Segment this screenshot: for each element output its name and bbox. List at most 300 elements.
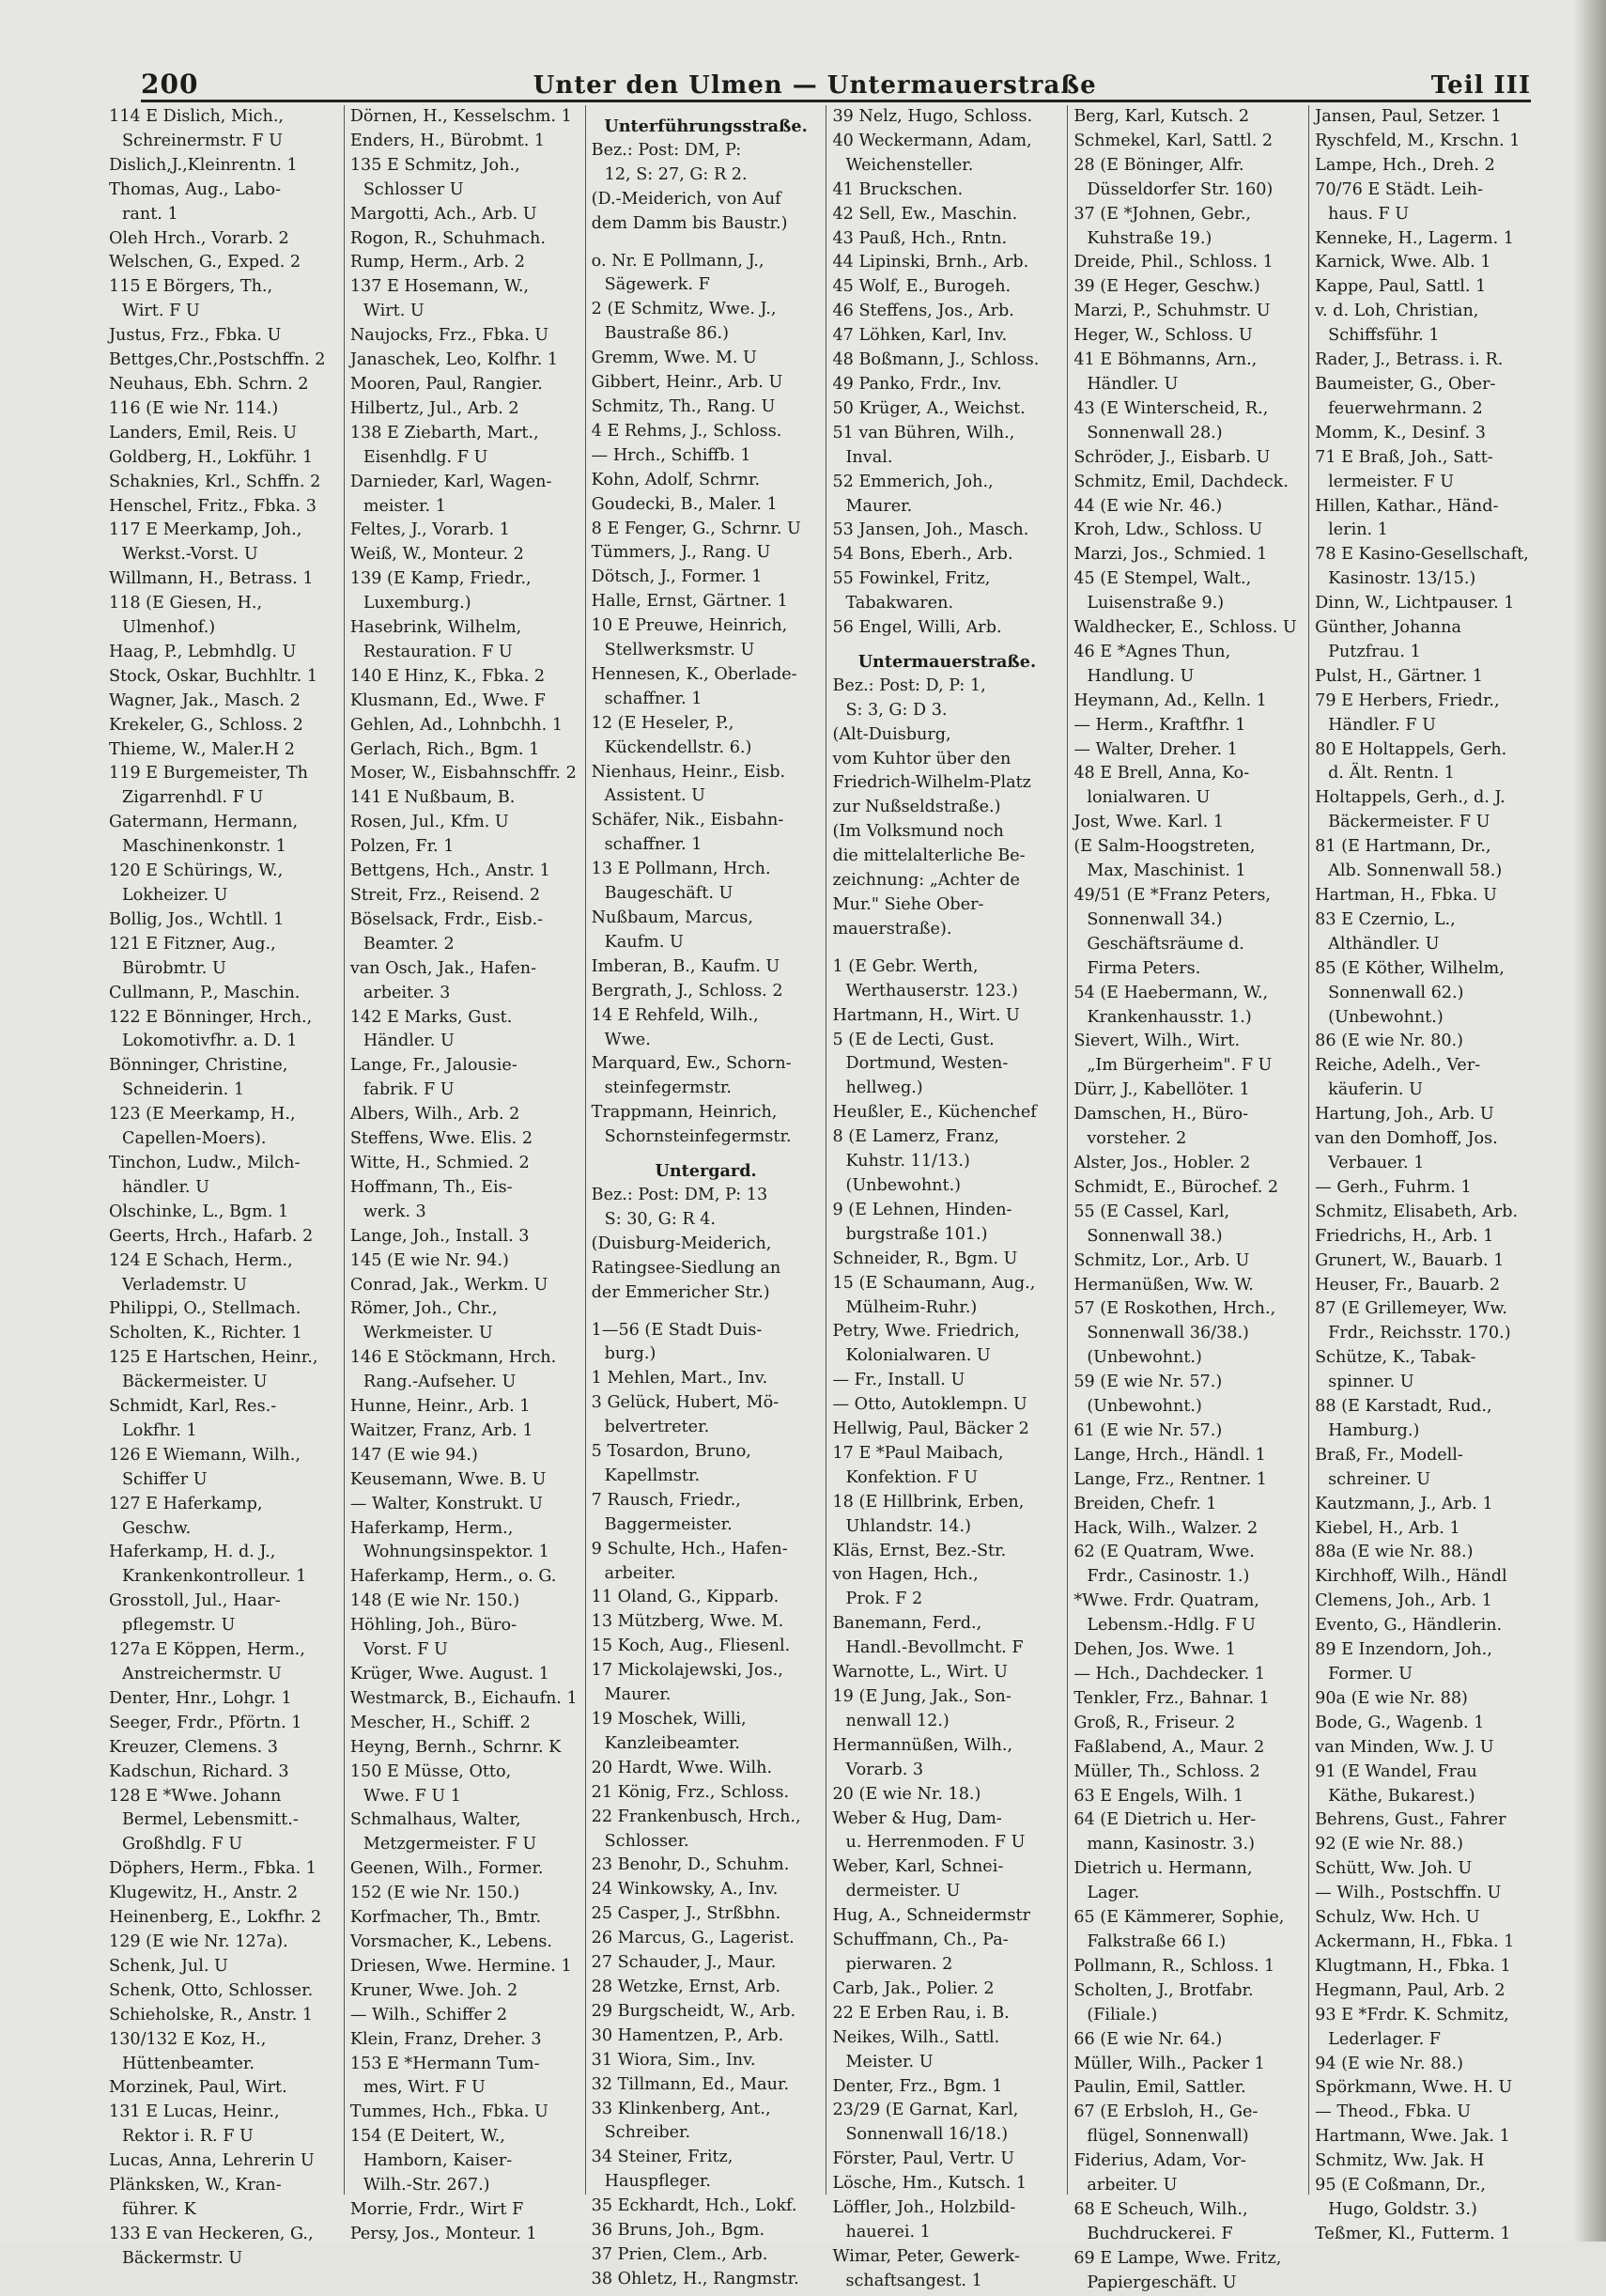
directory-entry: 119 E Burgemeister, Th	[109, 764, 308, 783]
directory-entry: Lange, Frz., Rentner. 1	[1073, 1469, 1267, 1489]
directory-entry: 65 (E Kämmerer, Sophie,	[1073, 1908, 1285, 1928]
directory-entry: 95 (E Coßmann, Dr.,	[1315, 2176, 1487, 2195]
directory-entry: 14 E Rehfeld, Wilh.,	[591, 1005, 759, 1025]
directory-entry: Tummes, Hch., Fbka. U	[349, 2102, 548, 2122]
street-heading: Untermauerstraße.	[857, 651, 1037, 672]
directory-entry: Friedrichs, H., Arb. 1	[1315, 1226, 1494, 1246]
directory-entry: Lange, Fr., Jalousie-	[349, 1056, 517, 1076]
directory-entry: schreiner. U	[1328, 1469, 1431, 1489]
directory-entry: 22 E Erben Rau, i. B.	[832, 2003, 1010, 2023]
directory-entry: lonialwaren. U	[1087, 788, 1211, 808]
directory-entry: Handl.-Bevollmcht. F	[845, 1638, 1024, 1658]
directory-entry: o. Nr. E Pollmann, J.,	[591, 251, 764, 271]
directory-entry: Kläs, Ernst, Bez.-Str.	[832, 1541, 1007, 1560]
directory-entry: Trappmann, Heinrich,	[591, 1103, 778, 1123]
directory-entry: Böselsack, Frdr., Eisb.-	[349, 909, 544, 929]
directory-entry: Weiß, W., Monteur. 2	[349, 545, 524, 565]
directory-entry: Schmidt, Karl, Res.-	[109, 1397, 277, 1417]
directory-entry: Schröder, J., Eisbarb. U	[1073, 447, 1271, 467]
directory-entry: 153 E *Hermann Tum-	[349, 2054, 540, 2073]
directory-entry: u. Herrenmoden. F U	[845, 1833, 1026, 1853]
directory-entry: (Unbewohnt.)	[1087, 1348, 1202, 1368]
directory-entry: Förster, Paul, Vertr. U	[832, 2149, 1015, 2169]
directory-entry: Fiderius, Adam, Vor-	[1073, 2151, 1246, 2171]
directory-entry: 1 Mehlen, Mart., Inv.	[591, 1369, 768, 1388]
directory-entry: 43 (E Winterscheid, R.,	[1073, 398, 1269, 418]
directory-column	[1068, 105, 1309, 2292]
directory-entry: Schenk, Jul. U	[109, 1956, 228, 1976]
directory-entry: Hellwig, Paul, Bäcker 2	[832, 1419, 1029, 1439]
directory-entry: Philippi, O., Stellmach.	[109, 1299, 301, 1319]
directory-entry: Heger, W., Schloss. U	[1073, 326, 1253, 346]
street-heading: Untergard.	[655, 1161, 757, 1182]
directory-entry: Goldberg, H., Lokführ. 1	[109, 447, 314, 467]
directory-entry: Kaufm. U	[604, 932, 684, 952]
directory-entry: 90a (E wie Nr. 88)	[1315, 1688, 1468, 1708]
directory-entry: 25 Casper, J., Strßbhn.	[591, 1904, 781, 1924]
directory-entry: 15 Koch, Aug., Fliesenl.	[591, 1637, 791, 1656]
directory-entry: 147 (E wie 94.)	[349, 1445, 478, 1465]
directory-entry: 126 E Wiemann, Wilh.,	[109, 1445, 301, 1465]
directory-entry: Rump, Herm., Arb. 2	[349, 253, 525, 272]
directory-entry: Schlosser U	[363, 179, 464, 199]
directory-entry: Geschäftsräume d.	[1087, 934, 1244, 954]
directory-entry: 42 Sell, Ew., Maschin.	[832, 204, 1018, 224]
directory-entry: Assistent. U	[604, 786, 705, 806]
directory-entry: Dötsch, J., Former. 1	[591, 567, 763, 587]
directory-entry: Werthauserstr. 123.)	[845, 981, 1018, 1001]
directory-entry: Wwe.	[604, 1030, 651, 1049]
directory-entry: Krekeler, G., Schloss. 2	[109, 715, 303, 735]
page-number: 200	[141, 69, 199, 100]
directory-entry: Welschen, G., Exped. 2	[109, 253, 301, 272]
directory-entry: 33 Klinkenberg, Ant.,	[591, 2099, 771, 2118]
directory-entry: Pollmann, R., Schloss. 1	[1073, 1956, 1275, 1976]
directory-entry: Lampe, Hch., Dreh. 2	[1315, 155, 1495, 175]
directory-entry: rant. 1	[122, 204, 178, 224]
directory-entry: Verbauer. 1	[1328, 1153, 1425, 1172]
directory-column	[345, 105, 586, 2243]
directory-column	[1309, 105, 1550, 2243]
directory-entry: Heymann, Ad., Kelln. 1	[1073, 690, 1267, 710]
directory-entry: Frdr., Reichsstr. 170.)	[1328, 1324, 1511, 1343]
directory-entry: Lokfhr. 1	[122, 1420, 197, 1440]
directory-entry: Kappe, Paul, Sattl. 1	[1315, 277, 1487, 297]
directory-entry: 44 (E wie Nr. 46.)	[1073, 496, 1223, 516]
directory-entry: Putzfrau. 1	[1328, 642, 1421, 661]
directory-entry: 46 E *Agnes Thun,	[1073, 642, 1231, 661]
directory-entry: Bez.: Post: D, P: 1,	[832, 675, 986, 695]
directory-entry: Bollig, Jos., Wchtll. 1	[109, 909, 285, 929]
directory-entry: Bäckermeister. U	[122, 1373, 268, 1392]
directory-entry: 23/29 (E Garnat, Karl,	[832, 2101, 1019, 2120]
directory-entry: 27 Schauder, J., Maur.	[591, 1953, 777, 1973]
directory-entry: Margotti, Ach., Arb. U	[349, 204, 537, 224]
directory-entry: Albers, Wilh., Arb. 2	[349, 1105, 520, 1125]
directory-entry: Bermel, Lebensmitt.-	[122, 1810, 299, 1830]
directory-entry: Buchdruckerei. F	[1087, 2224, 1233, 2243]
directory-entry: Krüger, Wwe. August. 1	[349, 1665, 549, 1683]
directory-entry: 78 E Kasino-Gesellschaft,	[1315, 545, 1529, 565]
directory-entry: Imberan, B., Kaufm. U	[591, 956, 780, 976]
directory-column	[103, 105, 345, 2268]
directory-entry: arbeiter. 3	[363, 983, 451, 1002]
directory-entry: Firma Peters.	[1087, 958, 1201, 978]
directory-entry: Kirchhoff, Wilh., Händl	[1315, 1567, 1507, 1587]
directory-entry: (Unbewohnt.)	[845, 1175, 962, 1195]
directory-entry: Baugeschäft. U	[604, 884, 734, 904]
directory-entry: Händler. U	[1087, 374, 1179, 394]
directory-entry: Berg, Karl, Kutsch. 2	[1073, 107, 1250, 126]
directory-entry: — Gerh., Fuhrm. 1	[1315, 1177, 1472, 1197]
directory-entry: 148 (E wie Nr. 150.)	[349, 1591, 520, 1611]
directory-entry: — Theod., Fbka. U	[1315, 2102, 1472, 2122]
directory-entry: 30 Hamentzen, P., Arb.	[591, 2025, 784, 2045]
directory-entry: Falkstraße 66 I.)	[1087, 1931, 1227, 1951]
directory-entry: Heyng, Bernh., Schrnr. K	[349, 1737, 562, 1757]
directory-entry: Sonnenwall 36/38.)	[1087, 1324, 1249, 1343]
directory-entry: — Fr., Install. U	[832, 1371, 965, 1390]
directory-entry: Jansen, Paul, Setzer. 1	[1315, 107, 1502, 126]
directory-entry: 26 Marcus, G., Lagerist.	[591, 1929, 795, 1948]
directory-entry: 68 E Scheuch, Wilh.,	[1073, 2199, 1248, 2219]
directory-entry: Kohn, Adolf, Schrnr.	[591, 470, 761, 489]
directory-entry: 93 E *Frdr. K. Schmitz,	[1315, 2005, 1509, 2025]
directory-entry: steinfegermstr.	[604, 1078, 732, 1098]
directory-entry: Handlung. U	[1087, 666, 1195, 686]
directory-columns	[103, 105, 1550, 2292]
directory-entry: Döphers, Herm., Fbka. 1	[109, 1859, 317, 1879]
directory-entry: 35 Eckhardt, Hch., Lokf.	[591, 2196, 797, 2216]
directory-entry: Günther, Johanna	[1315, 618, 1461, 638]
directory-entry: Darnieder, Karl, Wagen-	[349, 472, 552, 491]
directory-entry: Händler. F U	[1328, 715, 1436, 735]
directory-entry: Jost, Wwe. Karl. 1	[1073, 813, 1225, 832]
directory-entry: Luxemburg.)	[363, 594, 471, 613]
directory-entry: Althändler. U	[1328, 934, 1440, 954]
directory-entry: Beamter. 2	[363, 934, 455, 954]
directory-entry: Mülheim-Ruhr.)	[845, 1297, 978, 1317]
directory-entry: Reiche, Adelh., Ver-	[1315, 1056, 1481, 1076]
directory-entry: Banemann, Ferd.,	[832, 1614, 982, 1634]
directory-entry: Grosstoll, Jul., Haar-	[109, 1591, 281, 1611]
directory-entry: Haferkamp, H. d. J.,	[109, 1543, 276, 1562]
page-edge-shadow	[1574, 0, 1606, 2242]
directory-entry: 88 (E Karstadt, Rud.,	[1315, 1397, 1492, 1417]
directory-entry: 34 Steiner, Fritz,	[591, 2148, 734, 2167]
directory-entry: 37 (E *Johnen, Gebr.,	[1073, 204, 1252, 224]
directory-entry: hellweg.)	[845, 1078, 923, 1098]
directory-entry: feuerwehrmann. 2	[1328, 398, 1483, 418]
directory-entry: Schneiderin. 1	[122, 1080, 245, 1100]
directory-entry: 8 (E Lamerz, Franz,	[832, 1127, 1000, 1147]
directory-entry: Baumeister, G., Ober-	[1315, 374, 1496, 394]
directory-entry: Schütze, K., Tabak-	[1315, 1348, 1476, 1368]
directory-entry: Momm, K., Desinf. 3	[1315, 423, 1486, 442]
directory-entry: Mur." Siehe Ober-	[832, 895, 984, 914]
directory-entry: (Unbewohnt.)	[1328, 1007, 1444, 1027]
directory-entry: Rogon, R., Schuhmach.	[349, 228, 546, 248]
directory-entry: meister. 1	[363, 496, 446, 516]
directory-entry: lermeister. F U	[1328, 472, 1455, 491]
directory-entry: zur Nußseldstraße.)	[832, 798, 1001, 817]
directory-entry: 50 Krüger, A., Weichst.	[832, 398, 1026, 418]
directory-entry: Lokheizer. U	[122, 886, 228, 905]
directory-entry: 59 (E wie Nr. 57.)	[1073, 1373, 1223, 1392]
directory-entry: 17 E *Paul Maibach,	[832, 1443, 1004, 1463]
directory-entry: Rektor i. R. F U	[122, 2127, 254, 2147]
directory-entry: 8 E Fenger, G., Schrnr. U	[591, 519, 801, 538]
directory-entry: 29 Burgscheidt, W., Arb.	[591, 2001, 796, 2021]
directory-entry: burgstraße 101.)	[845, 1224, 988, 1244]
directory-entry: 55 (E Cassel, Karl,	[1073, 1202, 1230, 1221]
directory-entry: Weichensteller.	[845, 155, 974, 175]
directory-entry: 67 (E Erbsloh, H., Ge-	[1073, 2102, 1259, 2122]
directory-entry: Witte, H., Schmied. 2	[349, 1153, 530, 1172]
directory-entry: Vorst. F U	[363, 1640, 448, 1660]
directory-entry: Prok. F 2	[845, 1590, 923, 1609]
directory-entry: zeichnung: „Achter de	[832, 871, 1020, 891]
directory-entry: Kenneke, H., Lagerm. 1	[1315, 228, 1514, 248]
directory-entry: händler. U	[122, 1177, 209, 1197]
directory-entry: Verlademstr. U	[122, 1275, 247, 1295]
directory-entry: Grunert, W., Bauarb. 1	[1315, 1250, 1505, 1270]
directory-entry: Schiffer U	[122, 1469, 208, 1489]
directory-entry: schaffner. 1	[604, 835, 703, 855]
directory-entry: Käthe, Bukarest.)	[1328, 1786, 1475, 1806]
directory-entry: Dürr, J., Kabellöter. 1	[1073, 1080, 1250, 1100]
directory-entry: Zigarrenhdl. F U	[122, 788, 264, 808]
directory-entry: Schlosser.	[604, 1831, 689, 1851]
directory-entry: Friedrich-Wilhelm-Platz	[832, 773, 1031, 793]
page-header	[141, 62, 1531, 102]
directory-entry: Wirt. F U	[122, 302, 200, 321]
directory-entry: Rosen, Jul., Kfm. U	[349, 813, 509, 832]
directory-entry: 133 E van Heckeren, G.,	[109, 2224, 314, 2243]
directory-entry: Capellen-Moers).	[122, 1129, 267, 1149]
directory-entry: Anstreichermstr. U	[122, 1665, 282, 1683]
directory-entry: Konfektion. F U	[845, 1467, 979, 1487]
directory-entry: 121 E Fitzner, Aug.,	[109, 934, 276, 954]
directory-entry: Müller, Wilh., Packer 1	[1073, 2054, 1265, 2073]
directory-entry: 20 Hardt, Wwe. Wilh.	[591, 1758, 773, 1777]
directory-entry: 51 van Bühren, Wilh.,	[832, 423, 1015, 442]
directory-entry: — Otto, Autoklempn. U	[832, 1395, 1027, 1415]
directory-entry: Maurer.	[604, 1685, 672, 1705]
directory-entry: Vorarb. 3	[845, 1760, 924, 1779]
directory-entry: Großhdlg. F U	[122, 1835, 243, 1854]
directory-entry: Schornsteinfegermstr.	[604, 1127, 792, 1147]
directory-entry: der Emmericher Str.)	[591, 1282, 770, 1302]
directory-entry: 139 (E Kamp, Friedr.,	[349, 569, 532, 589]
directory-entry: 79 E Herbers, Friedr.,	[1315, 690, 1500, 710]
directory-entry: Dehen, Jos. Wwe. 1	[1073, 1640, 1236, 1660]
directory-entry: Nienhaus, Heinr., Eisb.	[591, 762, 786, 782]
directory-entry: Ratingsee-Siedlung an	[591, 1258, 781, 1278]
directory-entry: Marzi, Jos., Schmied. 1	[1073, 545, 1268, 565]
directory-entry: 117 E Meerkamp, Joh.,	[109, 520, 302, 540]
directory-entry: Bez.: Post: DM, P:	[591, 140, 742, 160]
directory-entry: Gerlach, Rich., Bgm. 1	[349, 739, 540, 759]
directory-entry: Paulin, Emil, Sattler.	[1073, 2078, 1246, 2098]
directory-entry: Kückendellstr. 6.)	[604, 737, 752, 757]
directory-entry: Klusmann, Ed., Wwe. F	[349, 690, 546, 710]
directory-entry: Kolonialwaren. U	[845, 1346, 991, 1366]
directory-entry: Groß, R., Friseur. 2	[1073, 1713, 1236, 1732]
directory-entry: Wohnungsinspektor. 1	[363, 1543, 549, 1562]
directory-entry: van Minden, Ww. J. U	[1315, 1737, 1494, 1757]
directory-entry: van Osch, Jak., Hafen-	[349, 958, 537, 978]
directory-entry: Hamborn, Kaiser-	[363, 2151, 513, 2171]
directory-entry: Maurer.	[845, 496, 913, 516]
directory-entry: Krankenhausstr. 1.)	[1087, 1007, 1252, 1027]
directory-entry: Carb, Jak., Polier. 2	[832, 1978, 995, 1998]
directory-entry: 94 (E wie Nr. 88.)	[1315, 2054, 1464, 2073]
directory-entry: dem Damm bis Baustr.)	[591, 213, 788, 233]
directory-entry: Geerts, Hrch., Hafarb. 2	[109, 1226, 314, 1246]
directory-entry: Hunne, Heinr., Arb. 1	[349, 1397, 531, 1417]
directory-entry: Meister. U	[845, 2052, 934, 2071]
directory-entry: Behrens, Gust., Fahrer	[1315, 1810, 1506, 1830]
directory-entry: Werkmeister. U	[363, 1324, 493, 1343]
directory-entry: Hilbertz, Jul., Arb. 2	[349, 398, 519, 418]
directory-entry: Bettgens, Hch., Anstr. 1	[349, 861, 550, 881]
directory-entry: Hug, A., Schneidermstr	[832, 1906, 1030, 1926]
directory-entry: 21 König, Frz., Schloss.	[591, 1782, 790, 1802]
directory-entry: Scholten, K., Richter. 1	[109, 1324, 302, 1343]
directory-entry: Frdr., Casinostr. 1.)	[1087, 1567, 1250, 1587]
directory-entry: 1—56 (E Stadt Duis-	[591, 1320, 763, 1340]
directory-entry: Schieholske, R., Anstr. 1	[109, 2005, 314, 2025]
directory-entry: Tenkler, Frz., Bahnar. 1	[1073, 1688, 1270, 1708]
directory-entry: 57 (E Roskothen, Hrch.,	[1073, 1299, 1276, 1319]
directory-entry: Steffens, Wwe. Elis. 2	[349, 1129, 533, 1149]
directory-entry: — Hrch., Schiffb. 1	[591, 445, 751, 465]
directory-entry: Conrad, Jak., Werkm. U	[349, 1275, 548, 1295]
directory-entry: Karnick, Wwe. Alb. 1	[1315, 253, 1491, 272]
directory-entry: 43 Pauß, Hch., Rntn.	[832, 228, 1008, 248]
directory-entry: Hegmann, Paul, Arb. 2	[1315, 1980, 1506, 2000]
directory-entry: 128 E *Wwe. Johann	[109, 1786, 282, 1806]
directory-entry: *Wwe. Frdr. Quatram,	[1073, 1591, 1259, 1611]
directory-entry: hauerei. 1	[845, 2222, 931, 2242]
directory-entry: Kroh, Ldw., Schloss. U	[1073, 520, 1263, 540]
directory-entry: Bode, G., Wagenb. 1	[1315, 1713, 1485, 1732]
directory-entry: Baustraße 86.)	[604, 324, 730, 344]
directory-entry: Plänksken, W., Kran-	[109, 2176, 282, 2195]
directory-entry: Petry, Wwe. Friedrich,	[832, 1322, 1020, 1342]
directory-entry: Naujocks, Frz., Fbka. U	[349, 326, 549, 346]
directory-entry: 142 E Marks, Gust.	[349, 1007, 513, 1027]
directory-entry: Bäckermeister. F U	[1328, 813, 1490, 832]
directory-entry: 24 Winkowsky, A., Inv.	[591, 1880, 779, 1900]
directory-entry: Schmitz, Emil, Dachdeck.	[1073, 472, 1289, 491]
directory-entry: nenwall 12.)	[845, 1711, 950, 1730]
directory-entry: Weber, Karl, Schnei-	[832, 1857, 1004, 1877]
directory-entry: 4 E Rehms, J., Schloss.	[591, 421, 782, 441]
directory-entry: 92 (E wie Nr. 88.)	[1315, 1835, 1464, 1854]
directory-entry: mes, Wirt. F U	[363, 2078, 486, 2098]
directory-entry: dermeister. U	[845, 1882, 961, 1901]
directory-entry: 48 Boßmann, J., Schloss.	[832, 350, 1040, 370]
directory-entry: Braß, Fr., Modell-	[1315, 1445, 1463, 1465]
directory-entry: schaffner. 1	[604, 689, 703, 708]
directory-entry: 38 Ohletz, H., Rangmstr.	[591, 2269, 799, 2288]
directory-entry: 124 E Schach, Herm.,	[109, 1250, 293, 1270]
directory-entry: Kuhstr. 11/13.)	[845, 1152, 970, 1171]
directory-entry: Bäckermstr. U	[122, 2248, 243, 2268]
directory-entry: Baggermeister.	[604, 1514, 733, 1534]
directory-entry: Kuhstraße 19.)	[1087, 228, 1212, 248]
directory-entry: Hartman, H., Fbka. U	[1315, 886, 1497, 905]
directory-entry: mauerstraße).	[832, 919, 952, 939]
directory-entry: Schmitz, Lor., Arb. U	[1073, 1250, 1250, 1270]
directory-entry: 135 E Schmitz, Joh.,	[349, 155, 520, 175]
directory-entry: 39 Nelz, Hugo, Schloss.	[832, 107, 1033, 126]
directory-entry: Uhlandstr. 14.)	[845, 1516, 971, 1536]
directory-entry: 71 E Braß, Joh., Satt-	[1315, 447, 1493, 467]
directory-entry: 5 Tosardon, Bruno,	[591, 1442, 751, 1462]
directory-entry: Keusemann, Wwe. B. U	[349, 1469, 547, 1489]
directory-entry: Klugtmann, H., Fbka. 1	[1315, 1956, 1511, 1976]
directory-entry: Schulz, Ww. Hch. U	[1315, 1908, 1480, 1928]
directory-entry: Mooren, Paul, Rangier.	[349, 374, 543, 394]
directory-entry: arbeiter. U	[1087, 2176, 1178, 2195]
directory-entry: Kautzmann, J., Arb. 1	[1315, 1494, 1493, 1513]
directory-entry: 80 E Holtappels, Gerh.	[1315, 739, 1507, 759]
directory-entry: Hack, Wilh., Walzer. 2	[1073, 1518, 1259, 1538]
directory-entry: Max, Maschinist. 1	[1087, 861, 1246, 881]
directory-entry: Ryschfeld, M., Krschn. 1	[1315, 131, 1521, 150]
directory-entry: Klein, Franz, Dreher. 3	[349, 2029, 542, 2049]
directory-entry: 12 (E Heseler, P.,	[591, 713, 734, 733]
directory-entry: Moser, W., Eisbahnschffr. 2	[349, 764, 577, 783]
directory-entry: S: 30, G: R 4.	[604, 1209, 717, 1229]
directory-entry: Kruner, Wwe. Joh. 2	[349, 1980, 518, 2000]
street-heading: Unterführungsstraße.	[604, 116, 808, 136]
directory-entry: fabrik. F U	[363, 1080, 455, 1100]
directory-entry: Hillen, Kathar., Händ-	[1315, 496, 1499, 516]
directory-entry: Restauration. F U	[363, 642, 513, 661]
directory-entry: Hermanüßen, Ww. W.	[1073, 1275, 1254, 1295]
directory-entry: 66 (E wie Nr. 64.)	[1073, 2029, 1223, 2049]
directory-entry: van den Domhoff, Jos.	[1315, 1129, 1498, 1149]
directory-entry: Krankenkontrolleur. 1	[122, 1567, 307, 1587]
directory-entry: Heuser, Fr., Bauarb. 2	[1315, 1275, 1501, 1295]
directory-entry: Persy, Jos., Monteur. 1	[349, 2224, 537, 2243]
directory-entry: pflegemstr. U	[122, 1616, 236, 1636]
directory-entry: Neuhaus, Ebh. Schrn. 2	[109, 374, 309, 394]
directory-entry: Denter, Frz., Bgm. 1	[832, 2076, 1003, 2096]
directory-entry: Lange, Joh., Install. 3	[349, 1226, 530, 1246]
directory-entry: 39 (E Heger, Geschw.)	[1073, 277, 1260, 297]
directory-entry: 10 E Preuwe, Heinrich,	[591, 616, 788, 636]
directory-entry: Kapellmstr.	[604, 1466, 701, 1485]
directory-entry: 123 (E Meerkamp, H.,	[109, 1105, 296, 1125]
directory-entry: 83 E Czernio, L.,	[1315, 909, 1456, 929]
directory-entry: 141 E Nußbaum, B.	[349, 788, 516, 808]
directory-entry: 122 E Bönninger, Hrch.,	[109, 1007, 313, 1027]
directory-entry: Schenk, Otto, Schlosser.	[109, 1980, 314, 2000]
directory-entry: vorsteher. 2	[1087, 1129, 1187, 1149]
directory-entry: Bez.: Post: DM, P: 13	[591, 1185, 768, 1204]
directory-entry: vom Kuhtor über den	[832, 749, 1011, 768]
directory-entry: Hartmann, H., Wirt. U	[832, 1005, 1020, 1025]
directory-entry: Hauspfleger.	[604, 2172, 712, 2192]
directory-entry: Lucas, Anna, Lehrerin U	[109, 2151, 315, 2171]
directory-entry: Mescher, H., Schiff. 2	[349, 1713, 531, 1732]
directory-entry: Schiffsführ. 1	[1328, 326, 1440, 346]
